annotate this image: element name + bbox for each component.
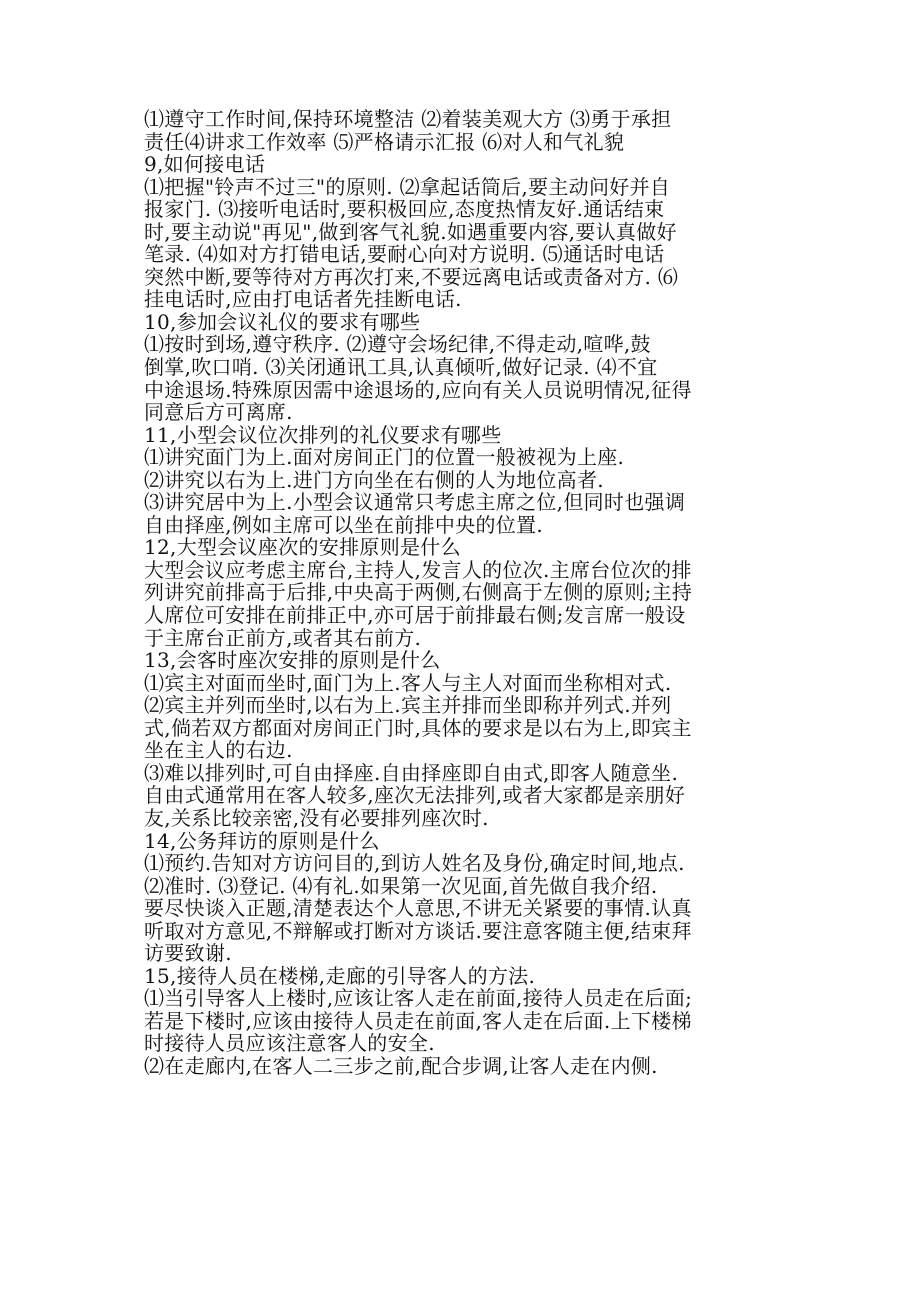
- section-heading: 14,公务拜访的原则是什么: [144, 828, 380, 853]
- text-line: ⑵宾主并列而坐时,以右为上.宾主并排而坐即称并列式.并列: [144, 693, 672, 718]
- text-line: 报家门. ⑶接听电话时,要积极回应,态度热情友好.通话结束: [144, 197, 665, 222]
- text-line: 时,要主动说"再见",做到客气礼貌.如遇重要内容,要认真做好: [144, 219, 677, 244]
- text-line: 坐在主人的右边.: [144, 738, 293, 763]
- text-line: 人席位可安排在前排正中,亦可居于前排最右侧;发言席一般设: [144, 603, 686, 628]
- text-line: 倒掌,吹口哨. ⑶关闭通讯工具,认真倾听,做好记录. ⑷不宜: [144, 355, 658, 380]
- text-line: ⑶讲究居中为上.小型会议通常只考虑主席之位,但同时也强调: [144, 490, 686, 515]
- text-line: ⑶难以排列时,可自由择座.自由择座即自由式,即客人随意坐.: [144, 760, 679, 785]
- text-line: 自由式通常用在客人较多,座次无法排列,或者大家都是亲朋好: [144, 783, 686, 808]
- text-line: 大型会议应考虑主席台,主持人,发言人的位次.主席台位次的排: [144, 557, 692, 582]
- text-line: 式,倘若双方都面对房间正门时,具体的要求是以右为上,即宾主: [144, 715, 692, 740]
- text-line: 突然中断,要等待对方再次打来,不要远离电话或责备对方. ⑹: [144, 264, 679, 289]
- text-line: 笔录. ⑷如对方打错电话,要耐心向对方说明. ⑸通话时电话: [144, 242, 665, 267]
- text-line: 要尽快谈入正题,清楚表达个人意思,不讲无关紧要的事情.认真: [144, 896, 692, 921]
- text-line: 挂电话时,应由打电话者先挂断电话.: [144, 287, 462, 312]
- section-heading: 11,小型会议位次排列的礼仪要求有哪些: [144, 422, 502, 447]
- text-line: ⑵准时. ⑶登记. ⑷有礼.如果第一次见面,首先做自我介绍.: [144, 873, 658, 898]
- text-line: ⑴宾主对面而坐时,面门为上.客人与主人对面而坐称相对式.: [144, 670, 672, 695]
- text-line: 同意后方可离席.: [144, 400, 293, 425]
- text-line: 若是下楼时,应该由接待人员走在前面,客人走在后面.上下楼梯: [144, 1008, 692, 1033]
- text-line: ⑴把握"铃声不过三"的原则. ⑵拿起话筒后,要主动问好并自: [144, 174, 671, 199]
- section-heading: 12,大型会议座次的安排原则是什么: [144, 535, 461, 560]
- text-line: ⑴按时到场,遵守秩序. ⑵遵守会场纪律,不得走动,喧哗,鼓: [144, 332, 651, 357]
- text-line: 中途退场.特殊原因需中途退场的,应向有关人员说明情况,征得: [144, 377, 692, 402]
- text-line: 友,关系比较亲密,没有必要排列座次时.: [144, 805, 489, 830]
- section-heading: 9,如何接电话: [144, 152, 266, 177]
- section-heading: 13,会客时座次安排的原则是什么: [144, 648, 441, 673]
- text-line: 自由择座,例如主席可以坐在前排中央的位置.: [144, 512, 544, 537]
- text-line: 时接待人员应该注意客人的安全.: [144, 1031, 435, 1056]
- text-line: 于主席台正前方,或者其右前方.: [144, 625, 422, 650]
- section-heading: 10,参加会议礼仪的要求有哪些: [144, 309, 421, 334]
- text-line: 责任⑷讲求工作效率 ⑸严格请示汇报 ⑹对人和气礼貌: [144, 129, 625, 154]
- text-line: 列讲究前排高于后排,中央高于两侧,右侧高于左侧的原则;主持: [144, 580, 693, 605]
- text-line: ⑴预约.告知对方访问目的,到访人姓名及身份,确定时间,地点.: [144, 851, 685, 876]
- text-line: 听取对方意见,不辩解或打断对方谈话.要注意客随主便,结束拜: [144, 918, 692, 943]
- document-body: [144, 108, 794, 1078]
- text-line: ⑴当引导客人上楼时,应该让客人走在前面,接待人员走在后面;: [144, 986, 693, 1011]
- text-line: ⑴讲究面门为上.面对房间正门的位置一般被视为上座.: [144, 445, 625, 470]
- text-line: ⑵讲究以右为上.进门方向坐在右侧的人为地位高者.: [144, 467, 604, 492]
- text-line: ⑵在走廊内,在客人二三步之前,配合步调,让客人走在内侧.: [144, 1053, 658, 1078]
- section-heading: 15,接待人员在楼梯,走廊的引导客人的方法.: [144, 963, 536, 988]
- text-line: ⑴遵守工作时间,保持环境整洁 ⑵着装美观大方 ⑶勇于承担: [144, 107, 672, 131]
- text-line: 访要致谢.: [144, 941, 232, 966]
